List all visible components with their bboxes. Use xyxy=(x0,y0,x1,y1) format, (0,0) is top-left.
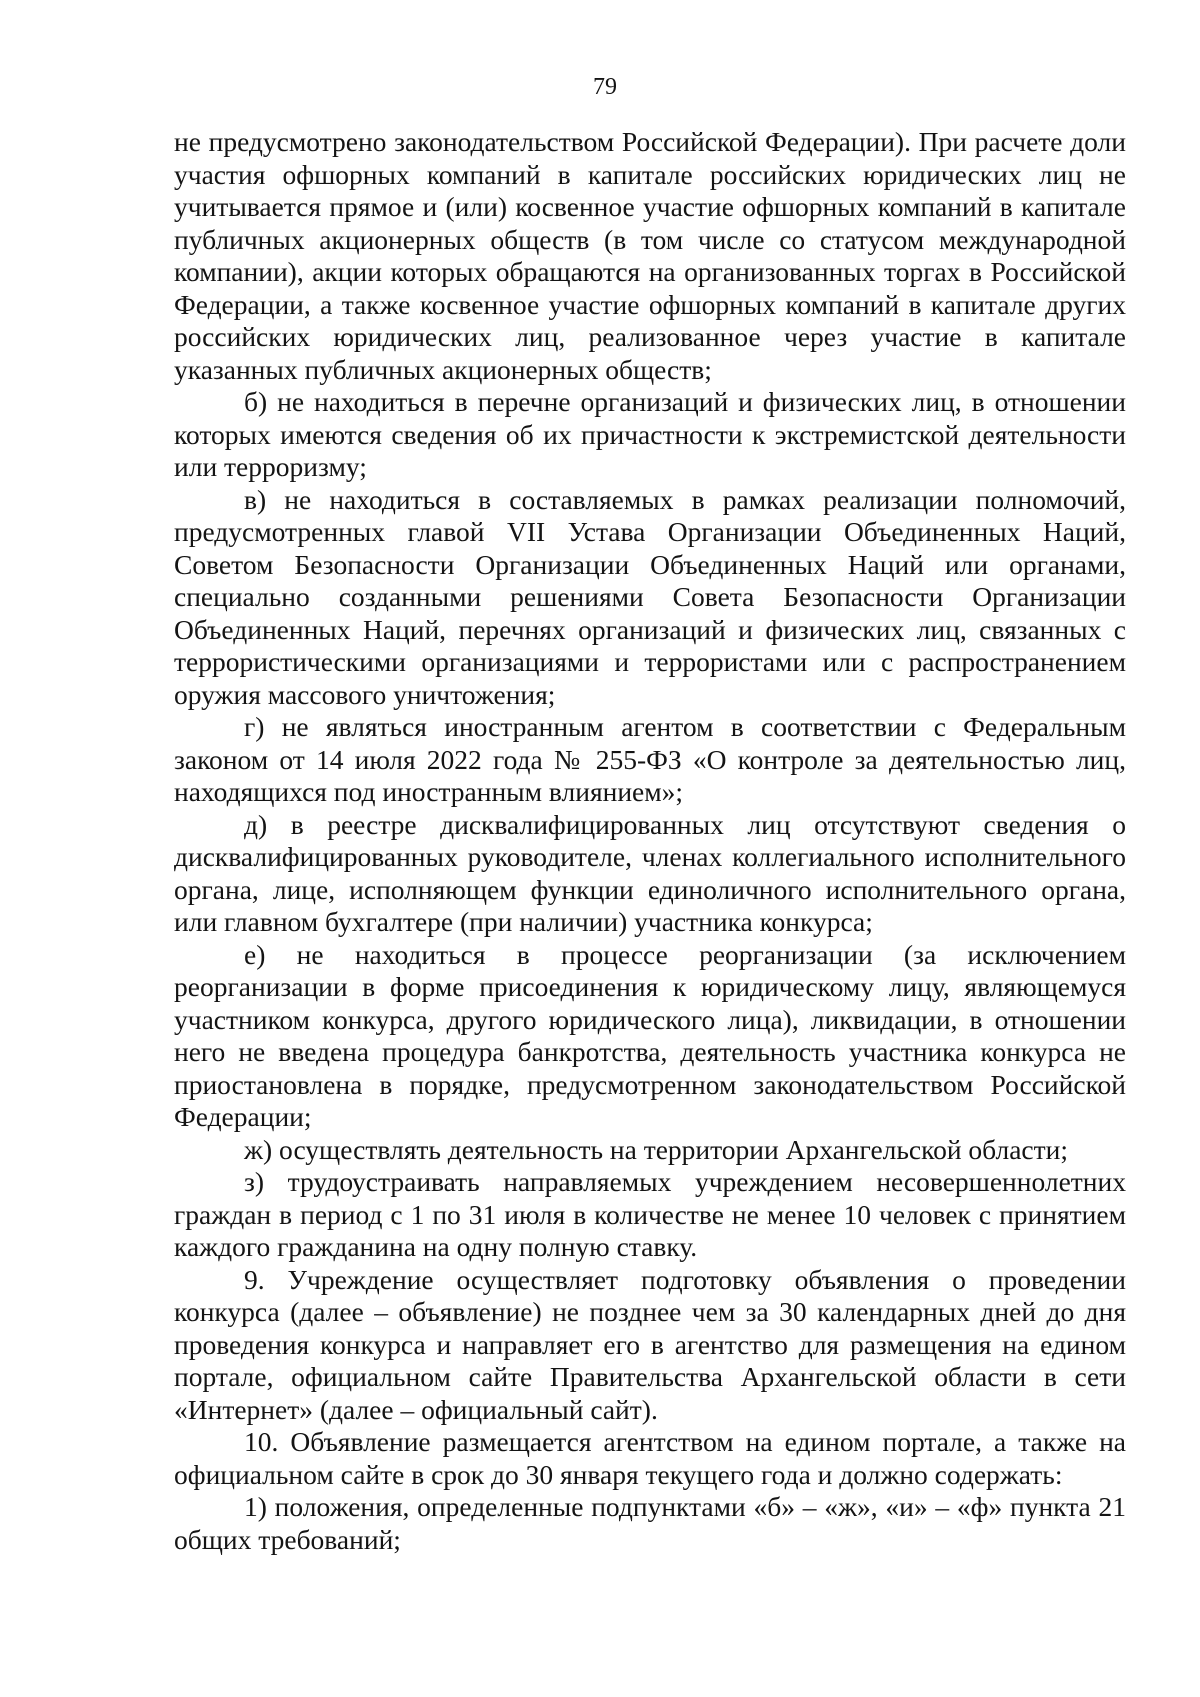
paragraph-section-10: 10. Объявление размещается агентством на едином портале, а также на официальном сайте в срок до 30 января текущего года и должно содержать: xyxy=(174,1426,1126,1490)
paragraph-subitem-1: 1) положения, определенные подпунктами «б» – «ж», «и» – «ф» пункта 21 общих требований; xyxy=(174,1491,1126,1555)
paragraph-item-z: з) трудоустраивать направляемых учреждением несовершеннолетних граждан в период с 1 по 31 июля в количестве не менее 10 человек с принятием каждого гражданина на одну полную ставку. xyxy=(174,1166,1126,1262)
paragraph-item-v: в) не находиться в составляемых в рамках реализации полномочий, предусмотренных главой VII Устава Организации Объединенных Наций, Советом Безопасности Организации Объединенных Наций или органами, специально созданными решениями Совета Безопасности Организации Объединенных Наций, перечнях организаций и физических лиц, связанных с террористическими организациями и террористами или с распространением оружия массового уничтожения; xyxy=(174,483,1126,710)
document-body xyxy=(174,126,1126,1556)
paragraph-item-e: е) не находиться в процессе реорганизации (за исключением реорганизации в форме присоединения к юридическому лицу, являющемуся участником конкурса, другого юридического лица), ликвидации, в отношении него не введена процедура банкротства, деятельность участника конкурса не приостановлена в порядке, предусмотренном законодательством Российской Федерации; xyxy=(174,938,1126,1132)
paragraph-item-b: б) не находиться в перечне организаций и физических лиц, в отношении которых имеются сведения об их причастности к экстремистской деятельности или терроризму; xyxy=(174,386,1126,482)
paragraph-item-g: г) не являться иностранным агентом в соответствии с Федеральным законом от 14 июля 2022 года № 255-ФЗ «О контроле за деятельностью лиц, находящихся под иностранным влиянием»; xyxy=(174,711,1126,807)
paragraph-continuation: не предусмотрено законодательством Российской Федерации). При расчете доли участия офшорных компаний в капитале российских юридических лиц не учитывается прямое и (или) косвенное участие офшорных компаний в капитале публичных акционерных обществ (в том числе со статусом международной компании), акции которых обращаются на организованных торгах в Российской Федерации, а также косвенное участие офшорных компаний в капитале других российских юридических лиц, реализованное через участие в капитале указанных публичных акционерных обществ; xyxy=(174,126,1126,385)
paragraph-item-zh: ж) осуществлять деятельность на территории Архангельской области; xyxy=(244,1133,1068,1165)
paragraph-item-d: д) в реестре дисквалифицированных лиц отсутствуют сведения о дисквалифицированных руководителе, членах коллегиального исполнительного органа, лице, исполняющем функции единоличного исполнительного органа, или главном бухгалтере (при наличии) участника конкурса; xyxy=(174,808,1126,937)
page-number: 79 xyxy=(593,74,617,100)
paragraph-section-9: 9. Учреждение осуществляет подготовку объявления о проведении конкурса (далее – объявление) не позднее чем за 30 календарных дней до дня проведения конкурса и направляет его в агентство для размещения на едином портале, официальном сайте Правительства Архангельской области в сети «Интернет» (далее – официальный сайт). xyxy=(174,1263,1126,1425)
